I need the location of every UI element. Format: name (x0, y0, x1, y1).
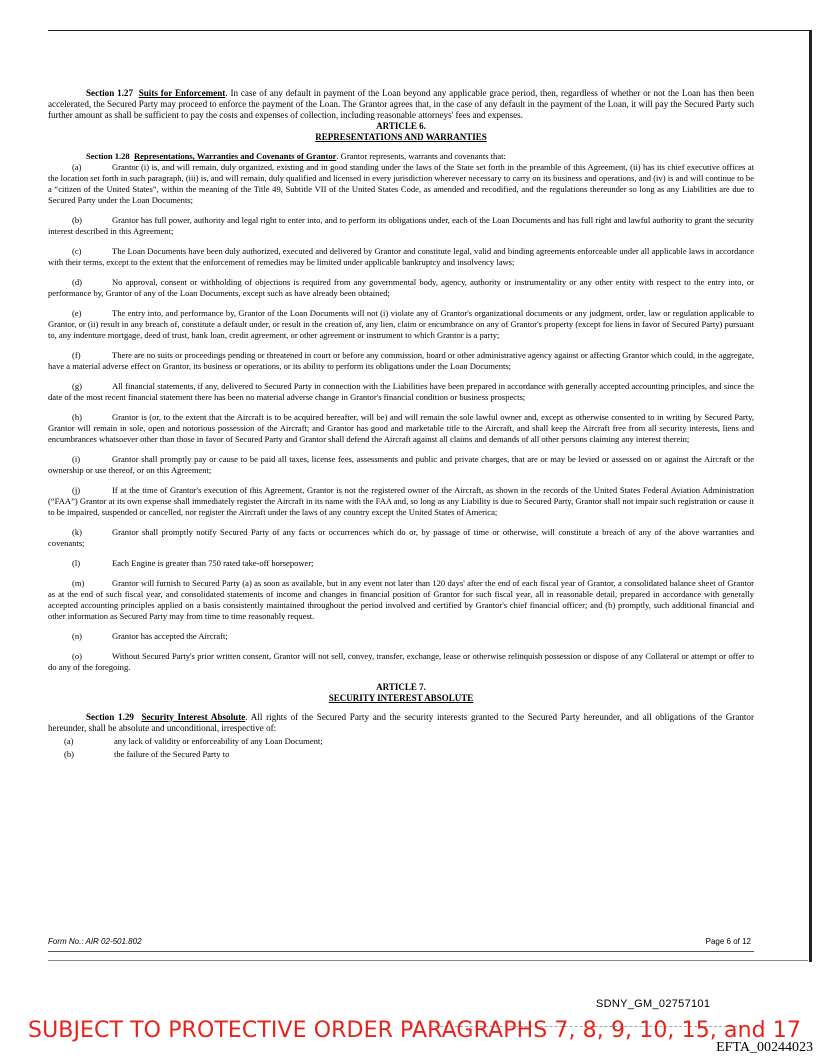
protective-order-notice: SUBJECT TO PROTECTIVE ORDER PARAGRAPHS 7, 8, 9, 10, 15, and 17 (28, 1018, 801, 1043)
footer-divider (48, 951, 754, 952)
section-1-29 (48, 712, 754, 734)
list-item (48, 749, 754, 760)
clause (48, 631, 754, 642)
clause-text: If at the time of Grantor's execution of this Agreement, Grantor is not the registered owner of the Aircraft, as shown in the records of the United States Federal Aviation Administration (“FAA”) Grantor at its own expense shall immediately register the Aircraft in its name with the FAA and, so long as any Liability is due to Secured Party, Grantor shall not impair such registration or cause it to be impaired, suspended or cancelled, nor register the Aircraft under the laws of any country except the United States of America; (48, 485, 754, 518)
clause-text: Grantor shall promptly pay or cause to be paid all taxes, license fees, assessments and public and private charges, that are or may be levied or assessed on or against the Aircraft or the ownership or use thereof, or on this Agreement; (48, 454, 754, 476)
list-item-text: any lack of validity or enforceability of any Loan Document; (114, 735, 323, 746)
page-content (48, 88, 754, 760)
clause-text: Grantor has full power, authority and legal right to enter into, and to perform its obligations under, each of the Loan Documents and has full right and lawful authority to grant the security interest described in this Agreement; (48, 215, 754, 237)
efta-number: EFTA_00244023 (716, 1040, 813, 1055)
clause-label: (h) (72, 412, 82, 423)
article-number: ARTICLE 7. (376, 681, 426, 692)
article-number: ARTICLE 6. (376, 120, 426, 131)
clause (48, 350, 754, 372)
section-heading: Suits for Enforcement (138, 88, 226, 98)
clause-text: Grantor has accepted the Aircraft; (112, 631, 228, 642)
article-6-heading (48, 121, 754, 144)
article-7-heading (48, 682, 754, 705)
section-text: . All rights of the Secured Party and the security interests granted to the Secured Party hereunder, and all obligations of the Grantor hereunder, shall be absolute and unconditional, irrespective of: (48, 711, 755, 733)
clause (48, 215, 754, 237)
clause-label: (l) (72, 558, 81, 569)
clause-label: (a) (72, 161, 82, 172)
page-bottom-edge (48, 960, 808, 961)
clause (48, 454, 754, 476)
clause (48, 412, 754, 445)
clause (48, 578, 754, 622)
clause-text: Without Secured Party's prior written consent, Grantor will not sell, convey, transfer, exchange, lease or otherwise relinquish possession or dispose of any Collateral or attempt or offer to do any of the foregoing. (48, 651, 754, 673)
clause (48, 651, 754, 673)
section-heading: Security Interest Absolute (141, 711, 246, 722)
clause-label: (c) (72, 246, 82, 257)
clause-text: The entry into, and performance by, Grantor of the Loan Documents will not (i) violate any of Grantor's organizational documents or any judgment, order, law or regulation applicable to Grantor, or (ii) result in any breach of, constitute a default under, or result in the creation of, any lien, claim or encumbrance on any of Grantor's property (except for liens in favor of Secured Party) pursuant to, any indenture mortgage, deed of trust, bank loan, credit agreement, or other agreement or instrument to which Grantor is a party; (48, 308, 754, 341)
form-number: Form No.: AIR 02-501.802 (48, 937, 142, 946)
clause-text: Grantor will furnish to Secured Party (a) as soon as available, but in any event not later than 120 days' after the end of each fiscal year of Grantor, a consolidated balance sheet of Grantor as at the end of such fiscal year, and consolidated statements of income and changes in financial position of Grantor for such fiscal year, all in reasonable detail, prepared in accordance with generally accepted accounting principles applied on a basis consistently maintained throughout the period involved and certified by Grantor's chief financial officer; and (b) promptly, such additional financial and other information as Secured Party may from time to time reasonably request. (48, 578, 754, 622)
article-title: REPRESENTATIONS AND WARRANTIES (315, 132, 487, 143)
bates-number: SDNY_GM_02757101 (596, 998, 711, 1010)
clause (48, 246, 754, 268)
clause-text: Grantor shall promptly notify Secured Party of any facts or occurrences which do or, by passage of time or otherwise, will constitute a breach of any of the above warranties and covenants; (48, 527, 754, 549)
section-number: Section 1.28 (86, 150, 130, 161)
page-number: Page 6 of 12 (705, 937, 751, 946)
document-page (48, 30, 812, 962)
clause-text: The Loan Documents have been duly authorized, executed and delivered by Grantor and constitute legal, valid and binding agreements enforceable under all applicable laws in accordance with their terms, except to the extent that the enforcement of remedies may be limited under applicable bankruptcy and insolvency laws; (48, 246, 754, 268)
section-1-27 (48, 88, 754, 121)
section-text: . In case of any default in payment of the Loan beyond any applicable grace period, then, regardless of whether or not the Loan has then been accelerated, the Secured Party may proceed to enforce the payment of the Loan. The Grantor agrees that, in the case of any default in the payment of the Loan, it will pay the Secured Party such further amount as shall be sufficient to pay the costs and expenses of collection, including reasonable attorneys' fees and expenses. (48, 88, 755, 120)
clause (48, 558, 754, 569)
clause (48, 381, 754, 403)
section-text: . Grantor represents, warrants and covenants that: (336, 150, 506, 161)
clause-label: (g) (72, 381, 82, 392)
clause-text: Each Engine is greater than 750 rated take-off horsepower; (112, 558, 314, 569)
clause-label: (e) (72, 308, 82, 319)
clause-label: (b) (72, 215, 82, 226)
clause-label: (o) (72, 651, 82, 662)
list-item-text: the failure of the Secured Party to (114, 748, 230, 759)
clause (48, 277, 754, 299)
clause-label: (n) (72, 631, 82, 642)
clause-text: All financial statements, if any, delivered to Secured Party in connection with the Liabilities have been prepared in accordance with generally accepted accounting principles, and since the date of the most recent financial statement there has been no material adverse change in Grantor's financial condition or business prospects; (48, 381, 754, 403)
clause-label: (j) (72, 485, 81, 496)
section-number: Section 1.27 (86, 88, 134, 98)
clause (48, 162, 754, 206)
section-number: Section 1.29 (86, 711, 134, 722)
clause (48, 527, 754, 549)
clause-text: Grantor (i) is, and will remain, duly organized, existing and in good standing under the laws of the State set forth in the preamble of this Agreement, (ii) has its chief executive offices at the location set forth in such paragraph, (iii) is, and will remain, duly qualified and licensed in every jurisdiction wherever necessary to carry on its business and operations, and (iv) is and will continue to be a “citizen of the United States”, within the meaning of the Title 49, Subtitle VII of the United States Code, as amended and recodified, and the regulations thereunder so long as any Liabilities are due to Secured Party under the Loan Documents; (48, 161, 754, 205)
clause-text: No approval, consent or withholding of objections is required from any governmental body, agency, authority or instrumentality or any other entity with respect to the entry into, or performance by, Grantor of any of the Loan Documents, except such as have already been obtained; (48, 277, 754, 299)
clause-label: (i) (72, 454, 81, 465)
clause-label: (f) (72, 350, 81, 361)
section-1-28 (48, 151, 754, 162)
article-title: SECURITY INTEREST ABSOLUTE (328, 693, 474, 704)
clause-text: There are no suits or proceedings pending or threatened in court or before any commission, board or other administrative agency against or affecting Grantor which could, in the aggregate, have a material adverse effect on Grantor, its business or operations, or its ability to perform its obligations under the Loan Documents; (48, 350, 754, 372)
clause-label: (m) (72, 578, 85, 589)
list-item-label: (a) (64, 735, 74, 746)
clause (48, 485, 754, 518)
list-item-label: (b) (64, 748, 74, 759)
clause-label: (k) (72, 527, 82, 538)
section-heading: Representations, Warranties and Covenants of Grantor (133, 150, 337, 161)
clause-text: Grantor is (or, to the extent that the Aircraft is to be acquired hereafter, will be) and will remain the sole lawful owner and, except as otherwise consented to in writing by Secured Party, Grantor will remain in sole, open and notorious possession of the Aircraft; and Grantor has good and marketable title to the Aircraft, and shall keep the Aircraft free from all security interests, liens and encumbrances whatsoever other than those in favor of Secured Party and Grantor shall defend the Aircraft against all claims and demands of all other persons claiming any interest therein; (48, 412, 754, 445)
clause (48, 308, 754, 341)
clause-label: (d) (72, 277, 82, 288)
list-item (48, 736, 754, 747)
